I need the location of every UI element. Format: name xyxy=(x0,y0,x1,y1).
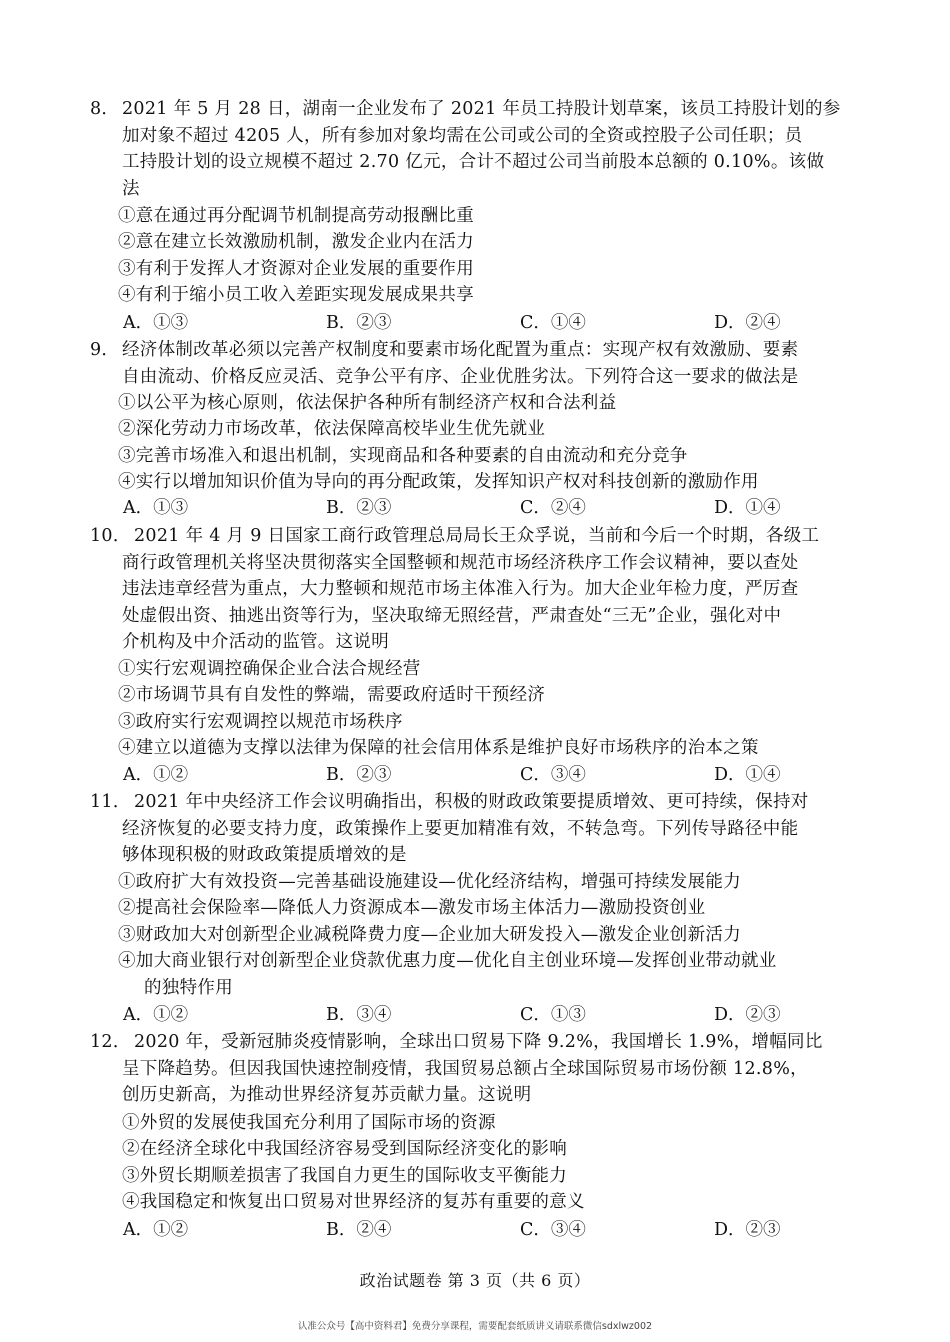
page-footer: 政治试题卷 第 3 页（共 6 页） xyxy=(359,1271,591,1290)
option-d: D．①④ xyxy=(714,498,781,518)
answer-options xyxy=(118,1002,858,1028)
option-a: A．①③ xyxy=(123,313,189,333)
stem-line: 加对象不超过 4205 人，所有参加对象均需在公司或公司的全资或控股子公司任职；员 xyxy=(122,125,803,146)
question-11-stem xyxy=(90,789,864,869)
statement-item: ③有利于发挥人才资源对企业发展的重要作用 xyxy=(118,259,474,279)
question-12-stem xyxy=(90,1029,864,1109)
statement-item: ①意在通过再分配调节机制提高劳动报酬比重 xyxy=(118,206,474,226)
statement-item: ②深化劳动力市场改革，依法保障高校毕业生优先就业 xyxy=(118,419,546,439)
option-b: B．②④ xyxy=(326,1220,392,1240)
question-10-stem xyxy=(90,523,864,656)
option-b: B．②③ xyxy=(326,498,392,518)
statement-item: ④加大商业银行对创新型企业贷款优惠力度—优化自主创业环境—发挥创业带动就业 xyxy=(118,951,777,971)
statement-item: ②在经济全球化中我国经济容易受到国际经济变化的影响 xyxy=(122,1139,567,1159)
question-number: 10． xyxy=(90,526,131,546)
stem-line: 自由流动、价格反应灵活、竞争公平有序、企业优胜劣汰。下列符合这一要求的做法是 xyxy=(122,366,799,387)
answer-options xyxy=(118,762,858,788)
stem-line: 违法违章经营为重点，大力整顿和规范市场主体准入行为。加大企业年检力度，严厉查 xyxy=(122,579,799,599)
stem-line: 2020 年，受新冠肺炎疫情影响，全球出口贸易下降 9.2%，我国增长 1.9%，增幅同比 xyxy=(134,1032,823,1052)
statement-item: ③外贸长期顺差损害了我国自力更生的国际收支平衡能力 xyxy=(122,1166,567,1186)
option-c: C．③④ xyxy=(520,765,586,785)
stem-line: 2021 年中央经济工作会议明确指出，积极的财政政策要提质增效、更可持续，保持对 xyxy=(134,792,809,812)
option-c: C．②④ xyxy=(520,498,586,518)
option-a: A．①② xyxy=(123,765,189,785)
stem-line: 工持股计划的设立规模不超过 2.70 亿元，合计不超过公司当前股本总额的 0.10%。该做 xyxy=(122,152,825,172)
question-number: 9． xyxy=(90,340,120,360)
stem-line: 处虚假出资、抽逃出资等行为，坚决取缔无照经营，严肃查处“三无”企业，强化对中 xyxy=(122,605,782,626)
answer-options xyxy=(118,1217,858,1243)
statement-item: ④实行以增加知识价值为导向的再分配政策，发挥知识产权对科技创新的激励作用 xyxy=(118,472,759,492)
option-d: D．②③ xyxy=(714,1220,781,1240)
option-a: A．①② xyxy=(123,1005,189,1025)
statement-item: ④我国稳定和恢复出口贸易对世界经济的复苏有重要的意义 xyxy=(122,1192,585,1212)
stem-line: 经济恢复的必要支持力度，政策操作上要更加精准有效，不转急弯。下列传导路径中能 xyxy=(122,818,799,839)
statement-item: ②市场调节具有自发性的弊端，需要政府适时干预经济 xyxy=(118,685,546,705)
statement-item: ①以公平为核心原则，依法保护各种所有制经济产权和合法利益 xyxy=(118,393,617,413)
answer-options xyxy=(118,495,858,521)
option-a: A．①③ xyxy=(123,498,189,518)
option-c: C．③④ xyxy=(520,1220,586,1240)
question-number: 8． xyxy=(90,99,120,119)
statement-item: ②意在建立长效激励机制，激发企业内在活力 xyxy=(118,232,474,252)
answer-options xyxy=(118,310,858,336)
stem-line: 2021 年 4 月 9 日国家工商行政管理总局局长王众孚说，当前和今后一个时期，各级工 xyxy=(134,526,820,546)
statement-item: ③完善市场准入和退出机制，实现商品和各种要素的自由流动和充分竞争 xyxy=(118,446,688,466)
stem-line: 介机构及中介活动的监管。这说明 xyxy=(122,632,389,652)
stem-line: 商行政管理机关将坚决贯彻落实全国整顿和规范市场经济秩序工作会议精神，要以查处 xyxy=(122,552,799,573)
option-d: D．②④ xyxy=(714,313,781,333)
statement-item: ①政府扩大有效投资—完善基础设施建设—优化经济结构，增强可持续发展能力 xyxy=(118,872,741,892)
question-number: 11． xyxy=(90,792,131,812)
stem-line: 法 xyxy=(122,178,140,199)
statement-item: ④有利于缩小员工收入差距实现发展成果共享 xyxy=(118,285,474,305)
option-c: C．①④ xyxy=(520,313,586,333)
option-b: B．②③ xyxy=(326,765,392,785)
option-c: C．①③ xyxy=(520,1005,586,1025)
stem-line: 经济体制改革必须以完善产权制度和要素市场化配置为重点：实现产权有效激励、要素 xyxy=(122,340,799,360)
question-9-stem xyxy=(90,337,864,390)
stem-line: 创历史新高，为推动世界经济复苏贡献力量。这说明 xyxy=(122,1085,532,1105)
option-d: D．①④ xyxy=(714,765,781,785)
stem-line: 2021 年 5 月 28 日，湖南一企业发布了 2021 年员工持股计划草案，该员工持股计划的参 xyxy=(122,99,841,119)
question-number: 12． xyxy=(90,1032,131,1052)
option-a: A．①② xyxy=(123,1220,189,1240)
option-d: D．②③ xyxy=(714,1005,781,1025)
statement-item: ②提高社会保险率—降低人力资源成本—激发市场主体活力—激励投资创业 xyxy=(118,898,706,918)
option-b: B．③④ xyxy=(326,1005,392,1025)
stem-line: 呈下降趋势。但因我国快速控制疫情，我国贸易总额占全球国际贸易市场份额 12.8%， xyxy=(122,1058,808,1079)
statement-item: ④建立以道德为支撑以法律为保障的社会信用体系是维护良好市场秩序的治本之策 xyxy=(118,738,759,758)
statement-item: ①外贸的发展使我国充分利用了国际市场的资源 xyxy=(122,1113,496,1133)
stem-line: 够体现积极的财政政策提质增效的是 xyxy=(122,845,407,865)
question-8-stem xyxy=(90,96,864,202)
statement-item-continuation: 的独特作用 xyxy=(144,978,233,998)
watermark-text: 认准公众号【高中资料君】免费分享课程，需要配套纸质讲义请联系微信sdxlwz002 xyxy=(297,1321,653,1332)
statement-item: ①实行宏观调控确保企业合法合规经营 xyxy=(118,659,421,679)
option-b: B．②③ xyxy=(326,313,392,333)
statement-item: ③政府实行宏观调控以规范市场秩序 xyxy=(118,712,403,732)
statement-item: ③财政加大对创新型企业减税降费力度—企业加大研发投入—激发企业创新活力 xyxy=(118,925,741,945)
